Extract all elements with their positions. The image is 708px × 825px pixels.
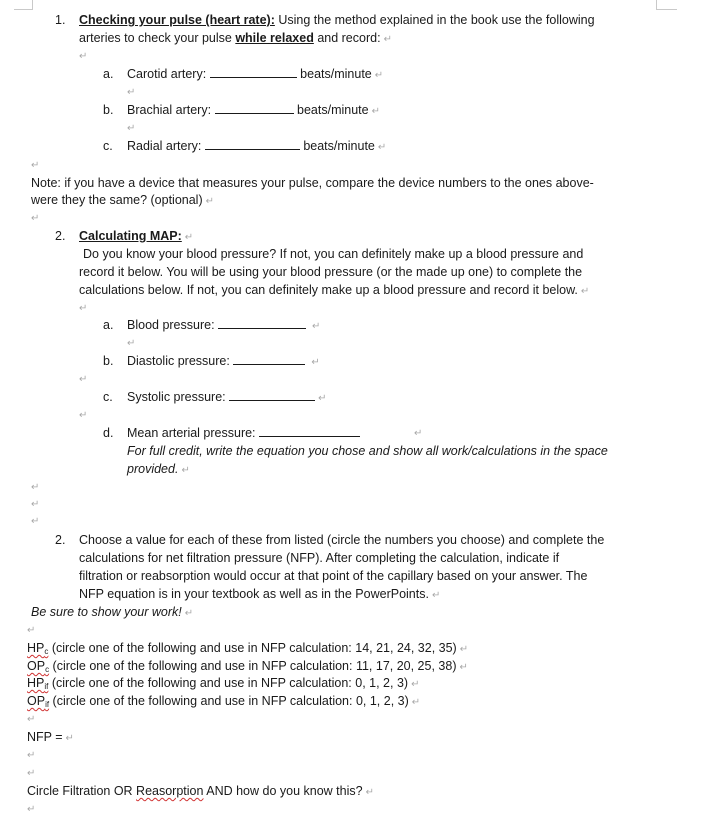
q2-para-line-2: record it below. You will be using your blood pressure (or the made up one) to complete the [79,265,583,279]
q2-item-a-letter: a. [103,318,114,332]
q1-title: Checking your pulse (heart rate): [79,13,275,27]
paragraph-mark: ↵ [127,123,136,134]
blood-pressure-field[interactable] [218,317,306,329]
nfp-label: NFP = [27,730,63,744]
q2-title: Calculating MAP: [79,229,182,243]
paragraph-mark: ↵ [79,410,88,421]
q1-line-1 [55,12,595,29]
note-line-1: Note: if you have a device that measures your pulse, compare the device numbers to the ones above- [31,176,594,190]
note-line-2-text: were they the same? (optional) [31,193,203,207]
q2-item-b-label: Diastolic pressure: [127,354,230,368]
q2-item-d-letter: d. [103,426,114,440]
carotid-answer-field[interactable] [210,66,297,78]
q2-para-line-1: Do you know your blood pressure? If not, you can definitely make up a blood pressure and [83,247,584,261]
q2-item-c [103,389,327,407]
hpif-sub: if [44,682,49,691]
paragraph-mark: ↵ [311,357,320,368]
paragraph-mark: ↵ [374,70,384,81]
q2-heading [55,228,193,246]
paragraph-mark: ↵ [127,338,136,349]
q2-item-d-label: Mean arterial pressure: [127,426,256,440]
show-work-note [31,604,193,622]
paragraph-mark: ↵ [377,142,387,153]
q1-item-b [103,102,380,120]
q1-intro-bold: while relaxed [235,31,314,45]
page-corner-mark-left [14,0,33,10]
paragraph-mark: ↵ [27,714,36,725]
q1-item-c-label: Radial artery: [127,139,202,153]
paragraph-mark: ↵ [365,787,374,798]
q2-item-d [103,425,360,442]
opif-sym: OP [27,694,46,708]
nfp-line [27,729,74,747]
paragraph-mark: ↵ [27,625,36,636]
opc-symbol [27,659,49,673]
q1-item-a-letter: a. [103,67,114,81]
paragraph-mark: ↵ [184,608,194,619]
radial-answer-field[interactable] [205,138,300,150]
q1-item-a-label: Carotid artery: [127,67,207,81]
paragraph-mark: ↵ [31,213,40,224]
final-a: Circle Filtration OR [27,784,137,798]
final-word: Reasorption [136,784,204,798]
paragraph-mark: ↵ [459,662,468,673]
paragraph-mark: ↵ [205,196,215,207]
q1-intro-a: Using the method explained in the book use the following [274,13,595,27]
paragraph-mark: ↵ [127,87,136,98]
q2-item-a-label: Blood pressure: [127,318,215,332]
paragraph-mark: ↵ [31,516,40,527]
paragraph-mark: ↵ [318,393,327,404]
final-question [27,783,374,801]
paragraph-mark: ↵ [31,499,40,510]
paragraph-mark: ↵ [411,697,421,708]
paragraph-mark: ↵ [383,34,392,45]
q3-line-1 [55,532,604,549]
q2-credit-line-2-text: provided. [127,462,179,476]
hpif-text: (circle one of the following and use in NFP calculation: 0, 1, 2, 3) [48,676,409,690]
q1-number: 1. [55,13,66,27]
opc-sub: c [45,665,50,674]
q2-credit-line-1: For full credit, write the equation you chose and show all work/calculations in the space [127,444,608,458]
q1-item-c [103,138,386,156]
paragraph-mark: ↵ [79,51,88,62]
paragraph-mark: ↵ [79,374,88,385]
paragraph-mark: ↵ [580,286,590,297]
q1-line-2 [79,30,392,48]
hpif-symbol [27,676,48,690]
q1-item-c-unit: beats/minute [303,139,375,153]
q1-item-c-letter: c. [103,139,113,153]
paragraph-mark: ↵ [27,804,36,815]
q3-line-4 [79,586,440,604]
q1-item-a-unit: beats/minute [300,67,372,81]
opif-line [27,693,420,713]
paragraph-mark: ↵ [184,232,194,243]
paragraph-mark: ↵ [411,679,420,690]
note-line-2 [31,192,214,210]
paragraph-mark: ↵ [371,106,380,117]
hpif-sym: HP [27,676,45,690]
q2-para-line-3 [79,282,589,300]
q2-item-b [103,353,320,371]
opif-text: (circle one of the following and use in NFP calculation: 0, 1, 2, 3) [49,694,409,708]
opc-sym: OP [27,659,46,673]
q1-item-b-unit: beats/minute [297,103,369,117]
paragraph-mark: ↵ [181,465,190,476]
opc-text: (circle one of the following and use in NFP calculation: 11, 17, 20, 25, 38) [49,659,457,673]
q2-number: 2. [55,229,66,243]
q2-item-a [103,317,320,335]
paragraph-mark: ↵ [27,768,36,779]
paragraph-mark: ↵ [31,160,40,171]
page-corner-mark-right [656,0,677,10]
q1-intro-b: arteries to check your pulse [79,31,236,45]
q3-line-3: filtration or reabsorption would occur at that point of the capillary based on your answer. The [79,569,588,583]
q1-item-b-letter: b. [103,103,114,117]
q3-line-1-text: Choose a value for each of these from listed (circle the numbers you choose) and complete the [79,533,605,547]
systolic-pressure-field[interactable] [229,389,315,401]
q1-item-a [103,66,383,84]
diastolic-pressure-field[interactable] [233,353,305,365]
paragraph-mark: ↵ [79,303,88,314]
hpc-line [27,640,468,660]
q2-para-line-3-text: calculations below. If not, you can definitely make up a blood pressure and record it below. [79,283,578,297]
q1-intro-c: and record: [313,31,381,45]
q2-item-b-letter: b. [103,354,114,368]
paragraph-mark: ↵ [459,644,469,655]
opif-sub: if [45,700,50,709]
q2-item-c-letter: c. [103,390,113,404]
hpif-line [27,675,419,695]
hpc-text: (circle one of the following and use in NFP calculation: 14, 21, 24, 32, 35) [48,641,457,655]
q3-line-2: calculations for net filtration pressure (NFP). After completing the calculation, indicate if [79,551,560,565]
paragraph-mark: ↵ [312,321,321,332]
hpc-sym: HP [27,641,45,655]
hpc-symbol [27,641,48,655]
opif-symbol [27,694,49,708]
paragraph-mark: ↵ [31,482,40,493]
q2-credit-line-2 [127,461,190,479]
paragraph-mark: ↵ [27,750,36,761]
final-b: AND how do you know this? [203,784,363,798]
show-work-text: Be sure to show your work! [31,605,182,619]
paragraph-mark: ↵ [414,428,423,439]
q3-line-4-text: NFP equation is in your textbook as well as in the PowerPoints. [79,587,429,601]
paragraph-mark: ↵ [65,733,74,744]
mean-arterial-pressure-field[interactable] [259,425,360,437]
brachial-answer-field[interactable] [215,102,294,114]
hpc-sub: c [44,647,49,656]
q1-item-b-label: Brachial artery: [127,103,212,117]
q2-item-c-label: Systolic pressure: [127,390,226,404]
q3-number: 2. [55,533,66,547]
paragraph-mark: ↵ [431,590,441,601]
